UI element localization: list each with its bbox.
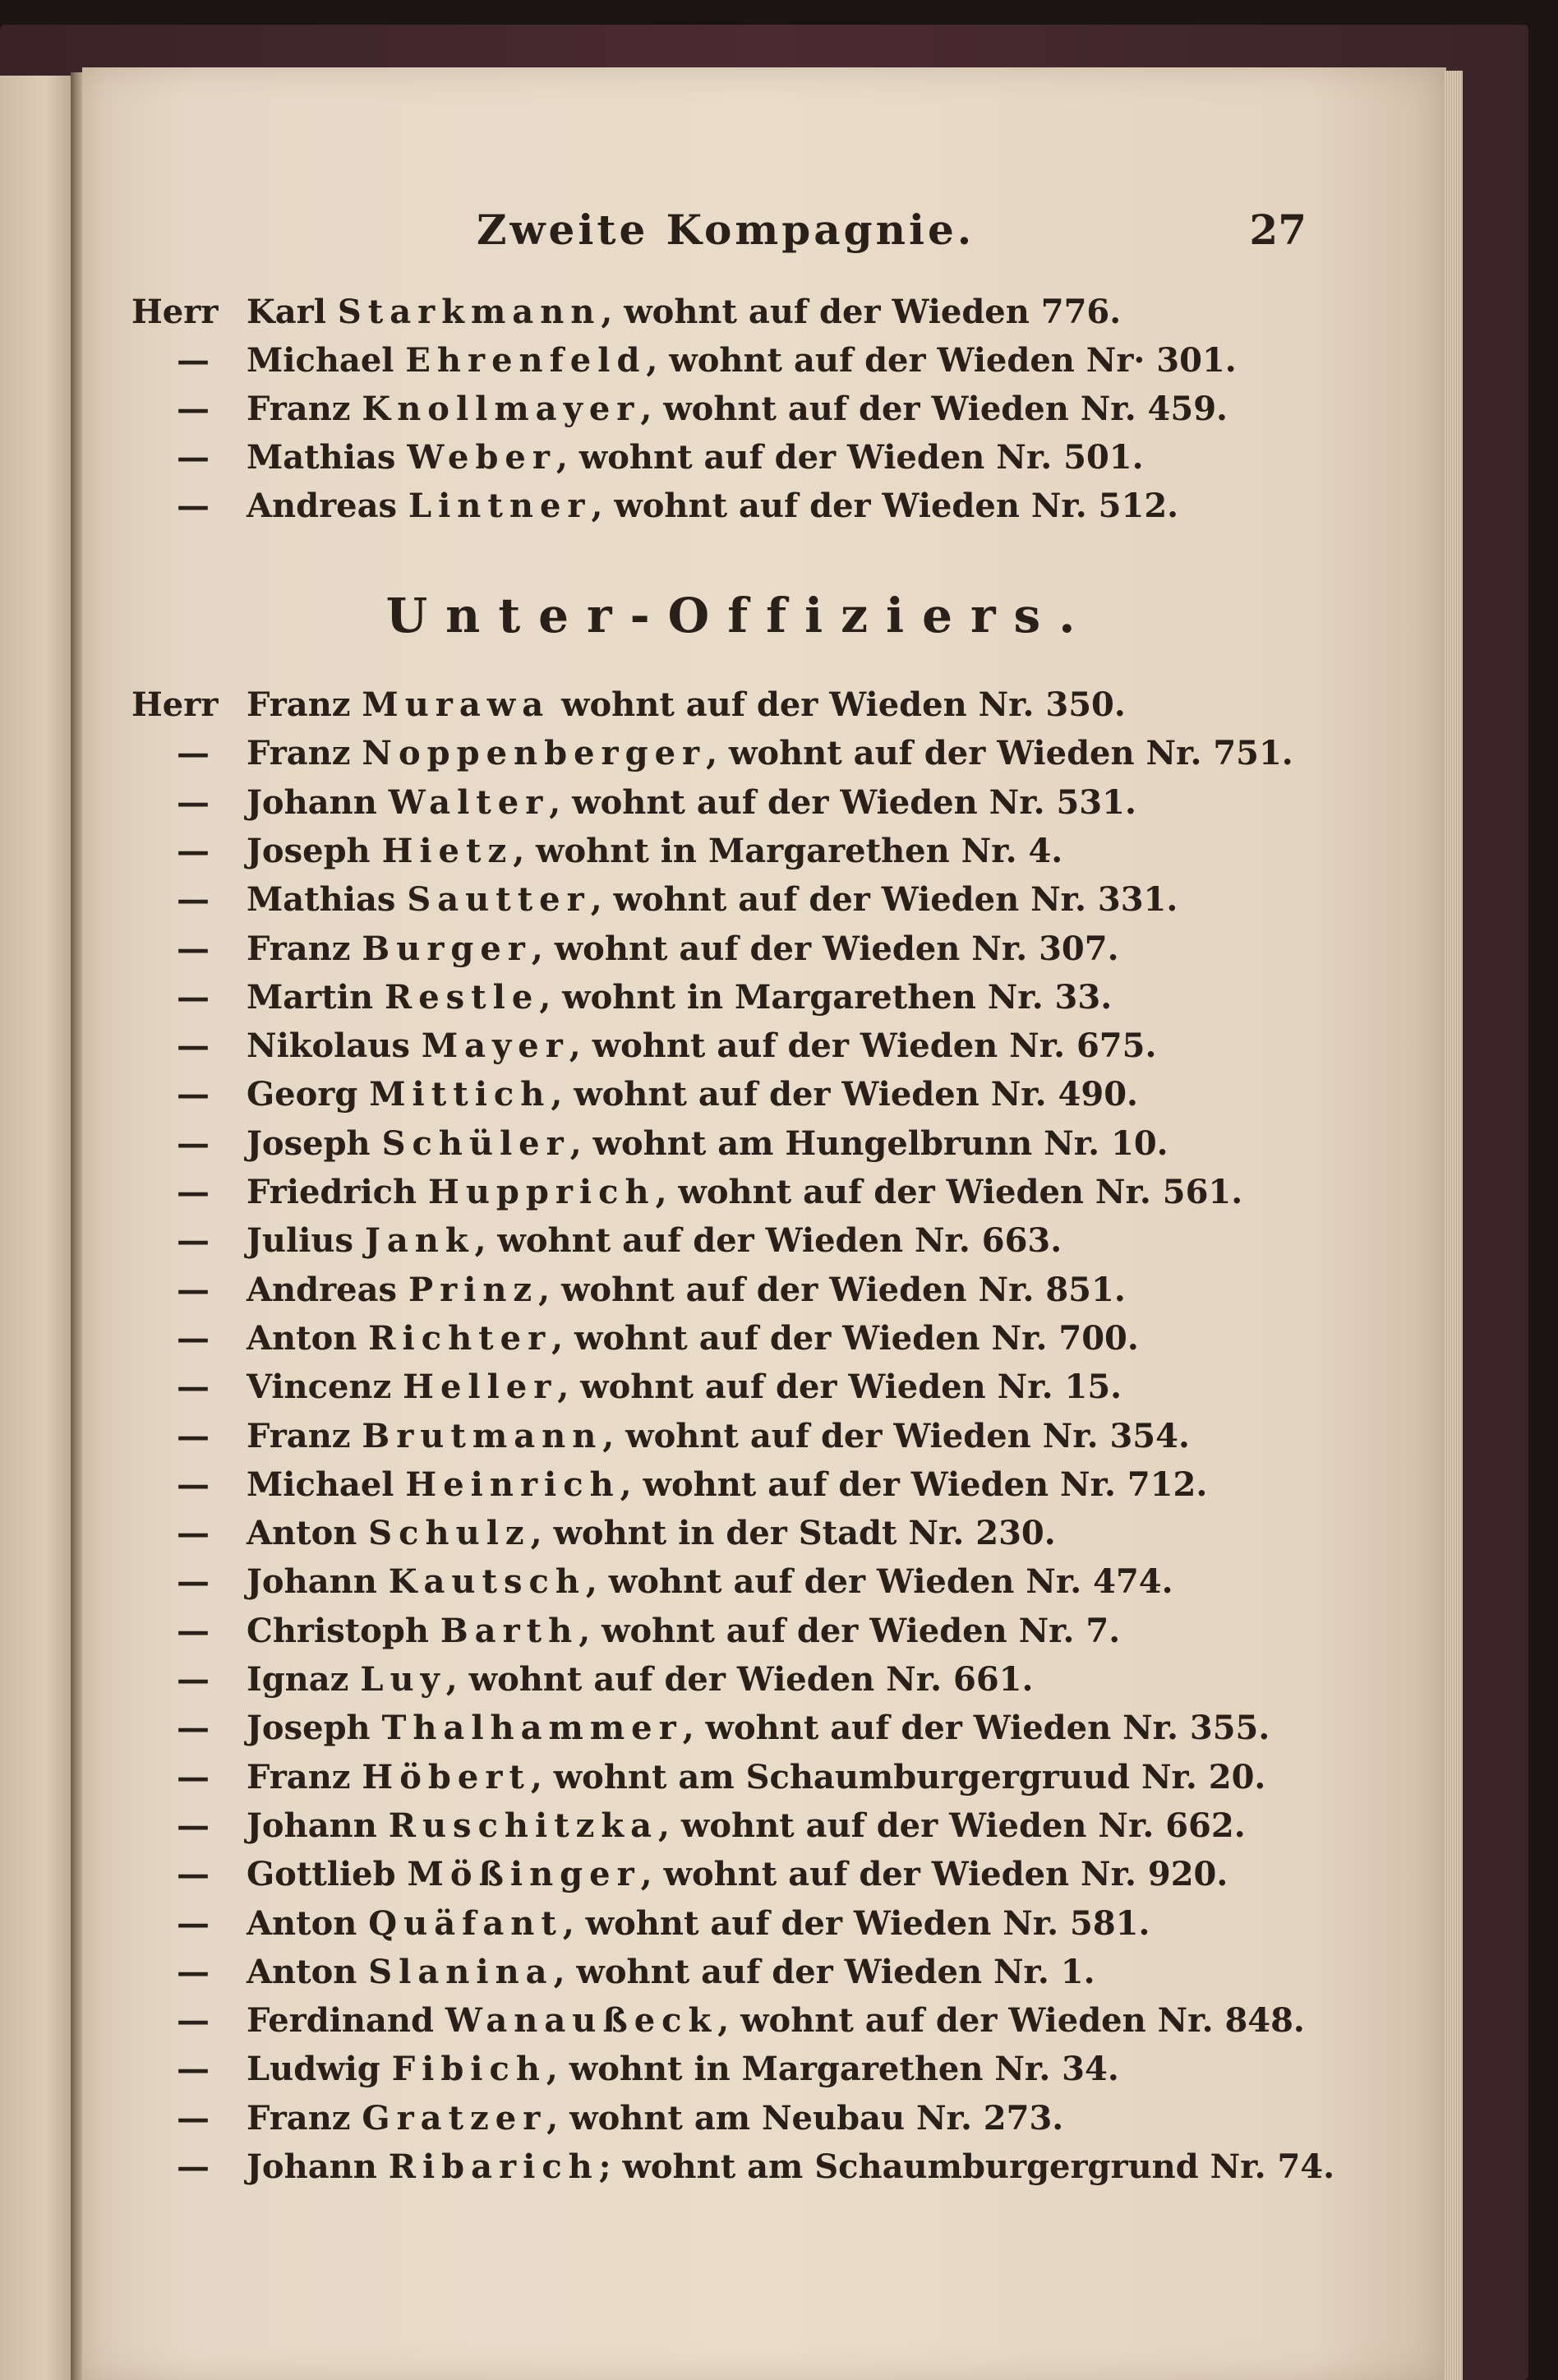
entry-prefix: —: [177, 1709, 210, 1748]
list-entry: [131, 1948, 1095, 1997]
entry-prefix: —: [177, 2001, 210, 2041]
entry-prefix: Herr: [131, 685, 219, 724]
entry-surname: Jank: [364, 1221, 475, 1261]
entry-surname: Knollmayer: [362, 390, 641, 428]
entry-given-name: Johann: [247, 2147, 377, 2186]
list-entry: [131, 1363, 1122, 1412]
entry-given-name: Franz: [247, 929, 351, 968]
entry-address: , wohnt in Margarethen Nr. 33.: [539, 977, 1113, 1017]
entry-given-name: Joseph: [247, 831, 371, 870]
entry-address: , wohnt in Margarethen Nr. 4.: [513, 831, 1063, 870]
entry-address: , wohnt auf der Wieden Nr. 920.: [640, 1855, 1228, 1894]
entry-given-name: Joseph: [247, 1123, 371, 1163]
entry-given-name: Michael: [247, 1464, 394, 1504]
entry-surname: Höbert: [362, 1757, 531, 1797]
list-entry: [131, 729, 1293, 778]
entry-surname: Richter: [368, 1318, 552, 1358]
list-entry: [131, 336, 1237, 385]
list-entry: [131, 973, 1112, 1022]
entry-surname: Hietz: [381, 831, 514, 870]
entry-address: , wohnt auf der Wieden Nr. 354.: [602, 1416, 1190, 1455]
list-entry: [131, 1801, 1246, 1851]
entry-surname: Mößinger: [407, 1855, 641, 1894]
entry-surname: Schüler: [381, 1123, 570, 1163]
running-title: Zweite Kompagnie.: [477, 205, 975, 254]
entry-address: , wohnt auf der Wieden Nr. 490.: [551, 1075, 1138, 1114]
entry-prefix: —: [177, 782, 210, 822]
entry-surname: Lintner: [408, 487, 592, 525]
entry-given-name: Friedrich: [247, 1173, 417, 1211]
list-entry: [131, 1509, 1056, 1558]
list-entry: [131, 1899, 1150, 1949]
entry-prefix: —: [177, 1318, 210, 1358]
entry-prefix: —: [177, 831, 210, 870]
entry-prefix: —: [177, 487, 210, 525]
entry-prefix: —: [177, 1611, 210, 1650]
list-entry: [131, 1216, 1062, 1266]
list-entry: [131, 482, 1178, 531]
entry-address: , wohnt auf der Wieden Nr. 307.: [531, 929, 1119, 968]
entry-address: , wohnt auf der Wieden Nr. 675.: [569, 1026, 1157, 1066]
entry-address: , wohnt am Schaumburgergruud Nr. 20.: [530, 1757, 1266, 1797]
entry-surname: Luy: [360, 1660, 446, 1699]
entry-address: , wohnt auf der Wieden Nr. 512.: [591, 487, 1179, 525]
entry-surname: Barth: [440, 1611, 579, 1650]
entry-given-name: Franz: [247, 734, 351, 773]
entry-address: , wohnt in der Stadt Nr. 230.: [530, 1514, 1056, 1553]
entry-address: , wohnt auf der Wieden Nr. 848.: [717, 2001, 1305, 2041]
list-entry: [131, 1996, 1305, 2046]
entry-surname: Quäfant: [368, 1903, 563, 1943]
entry-prefix: —: [177, 1514, 210, 1553]
entry-address: , wohnt auf der Wieden Nr. 712.: [620, 1464, 1208, 1504]
entry-address: ; wohnt am Schaumburgergrund Nr. 74.: [598, 2147, 1335, 2186]
entry-address: , wohnt auf der Wieden Nr. 581.: [562, 1903, 1150, 1943]
entry-surname: Ehrenfeld: [405, 341, 647, 380]
entry-given-name: Andreas: [247, 1270, 398, 1309]
entry-prefix: —: [177, 2098, 210, 2138]
entry-address: wohnt auf der Wieden Nr. 350.: [550, 685, 1126, 724]
entry-address: , wohnt auf der Wieden 776.: [601, 293, 1122, 331]
entry-prefix: —: [177, 1464, 210, 1504]
entry-address: , wohnt in Margarethen Nr. 34.: [546, 2050, 1119, 2089]
list-entry: [131, 1266, 1126, 1315]
list-entry: [131, 1168, 1242, 1217]
entry-surname: Heller: [403, 1368, 558, 1407]
entry-prefix: —: [177, 977, 210, 1017]
entry-given-name: Gottlieb: [247, 1855, 396, 1894]
entry-prefix: —: [177, 1368, 210, 1407]
entry-prefix: —: [177, 1221, 210, 1261]
entry-given-name: Joseph: [247, 1709, 371, 1748]
entry-given-name: Franz: [247, 685, 351, 724]
entry-surname: Starkmann: [337, 293, 602, 331]
entry-surname: Hupprich: [428, 1173, 656, 1211]
entry-given-name: Anton: [247, 1318, 357, 1358]
entry-prefix: —: [177, 880, 210, 920]
list-entry: [131, 1753, 1265, 1802]
entry-prefix: —: [177, 2050, 210, 2089]
entry-address: , wohnt auf der Wieden Nr. 7.: [578, 1611, 1121, 1650]
entry-prefix: —: [177, 1270, 210, 1309]
entry-surname: Gratzer: [362, 2098, 547, 2138]
list-entry: [131, 1557, 1173, 1607]
list-entry: [131, 1412, 1190, 1461]
entry-address: , wohnt auf der Wieden Nr. 663.: [474, 1221, 1062, 1261]
entry-surname: Burger: [362, 929, 532, 968]
entry-prefix: —: [177, 390, 210, 428]
entry-given-name: Johann: [247, 1806, 377, 1845]
entry-given-name: Anton: [247, 1952, 357, 1991]
entry-given-name: Franz: [247, 1416, 351, 1455]
entry-prefix: —: [177, 341, 210, 380]
entry-prefix: —: [177, 438, 210, 477]
entry-prefix: —: [177, 1026, 210, 1066]
list-entry: [131, 875, 1178, 925]
entry-surname: Schulz: [368, 1514, 531, 1553]
entry-given-name: Anton: [247, 1903, 357, 1943]
entry-surname: Murawa: [362, 685, 551, 724]
entry-address: , wohnt auf der Wieden Nr. 851.: [538, 1270, 1126, 1309]
list-entry: [131, 778, 1136, 828]
entry-prefix: —: [177, 1806, 210, 1845]
entry-given-name: Vincenz: [247, 1368, 392, 1407]
list-entry: [131, 2142, 1334, 2192]
entry-given-name: Ignaz: [247, 1660, 349, 1699]
entry-given-name: Martin: [247, 977, 374, 1017]
entry-given-name: Georg: [247, 1075, 358, 1114]
list-entry: [131, 1314, 1139, 1363]
entry-prefix: —: [177, 2147, 210, 2186]
list-entry: [131, 433, 1144, 482]
entry-prefix: —: [177, 1757, 210, 1797]
entry-given-name: Franz: [247, 2098, 351, 2138]
entry-surname: Prinz: [408, 1270, 539, 1309]
entry-given-name: Franz: [247, 390, 351, 428]
entry-surname: Walter: [388, 782, 550, 822]
list-entry: [131, 1119, 1168, 1169]
list-entry: [131, 1070, 1138, 1119]
entry-given-name: Nikolaus: [247, 1026, 410, 1066]
list-entry: [131, 680, 1126, 730]
entry-given-name: Franz: [247, 1757, 351, 1797]
section-heading: Unter-Offiziers.: [385, 588, 1094, 643]
entry-surname: Kautsch: [388, 1562, 586, 1602]
entry-address: , wohnt auf der Wieden Nr. 501.: [555, 438, 1144, 477]
entry-prefix: —: [177, 1660, 210, 1699]
entry-surname: Restle: [384, 977, 540, 1017]
entry-surname: Fibich: [391, 2050, 546, 2089]
entry-address: , wohnt auf der Wieden Nr. 474.: [585, 1562, 1173, 1602]
page-number: 27: [1249, 205, 1307, 254]
list-entry: [131, 1022, 1156, 1071]
entry-address: , wohnt auf der Wieden Nr. 459.: [640, 390, 1228, 428]
entry-prefix: —: [177, 929, 210, 968]
entry-surname: Thalhammer: [381, 1709, 683, 1748]
entry-surname: Mayer: [421, 1026, 569, 1066]
entry-address: , wohnt auf der Wieden Nr. 662.: [658, 1806, 1246, 1845]
entry-address: , wohnt am Hungelbrunn Nr. 10.: [569, 1123, 1168, 1163]
entry-address: , wohnt auf der Wieden Nr. 700.: [551, 1318, 1139, 1358]
list-entry: [131, 288, 1121, 337]
entry-prefix: —: [177, 1952, 210, 1991]
list-entry: [131, 1460, 1207, 1510]
entry-address: , wohnt auf der Wieden Nr· 301.: [646, 341, 1237, 380]
entry-prefix: —: [177, 1173, 210, 1211]
entry-surname: Ribarich: [388, 2147, 599, 2186]
entry-surname: Mittich: [369, 1075, 551, 1114]
entry-given-name: Julius: [247, 1221, 353, 1261]
list-entry: [131, 2045, 1119, 2094]
list-entry: [131, 827, 1062, 876]
entry-given-name: Anton: [247, 1514, 357, 1553]
entry-surname: Brutmann: [362, 1416, 603, 1455]
entry-surname: Heinrich: [405, 1464, 620, 1504]
entry-prefix: —: [177, 1123, 210, 1163]
list-entry: [131, 1704, 1270, 1753]
entry-given-name: Johann: [247, 782, 377, 822]
entry-address: , wohnt auf der Wieden Nr. 355.: [682, 1709, 1270, 1748]
entry-given-name: Mathias: [247, 880, 396, 920]
entry-address: , wohnt am Neubau Nr. 273.: [546, 2098, 1064, 2138]
list-entry: [131, 1850, 1228, 1899]
entry-prefix: —: [177, 1416, 210, 1455]
list-entry: [131, 1607, 1120, 1656]
entry-address: , wohnt auf der Wieden Nr. 1.: [553, 1952, 1095, 1991]
entry-address: , wohnt auf der Wieden Nr. 661.: [445, 1660, 1034, 1699]
entry-address: , wohnt auf der Wieden Nr. 751.: [706, 734, 1293, 773]
entry-given-name: Johann: [247, 1562, 377, 1602]
entry-surname: Weber: [407, 438, 556, 477]
entry-given-name: Karl: [247, 293, 326, 331]
entry-surname: Ruschitzka: [388, 1806, 659, 1845]
entry-address: , wohnt auf der Wieden Nr. 331.: [590, 880, 1178, 920]
entry-given-name: Christoph: [247, 1611, 429, 1650]
list-entry: [131, 2094, 1063, 2143]
entry-given-name: Ferdinand: [247, 2001, 434, 2041]
list-entry: [131, 1655, 1033, 1704]
entry-address: , wohnt auf der Wieden Nr. 15.: [557, 1368, 1122, 1407]
entry-surname: Noppenberger: [362, 734, 707, 773]
entry-prefix: —: [177, 1562, 210, 1602]
entry-surname: Wanaußeck: [445, 2001, 718, 2041]
entry-surname: Sautter: [407, 880, 591, 920]
entry-address: , wohnt auf der Wieden Nr. 531.: [549, 782, 1136, 822]
list-entry: [131, 385, 1228, 434]
entry-given-name: Mathias: [247, 438, 396, 477]
entry-prefix: —: [177, 1075, 210, 1114]
entry-prefix: —: [177, 1855, 210, 1894]
entry-given-name: Andreas: [247, 487, 398, 525]
list-entry: [131, 925, 1119, 974]
entry-given-name: Michael: [247, 341, 394, 380]
entry-address: , wohnt auf der Wieden Nr. 561.: [655, 1173, 1243, 1211]
entry-prefix: —: [177, 1903, 210, 1943]
entry-given-name: Ludwig: [247, 2050, 380, 2089]
entry-surname: Slanina: [368, 1952, 554, 1991]
entry-prefix: Herr: [131, 293, 219, 331]
entry-prefix: —: [177, 734, 210, 773]
